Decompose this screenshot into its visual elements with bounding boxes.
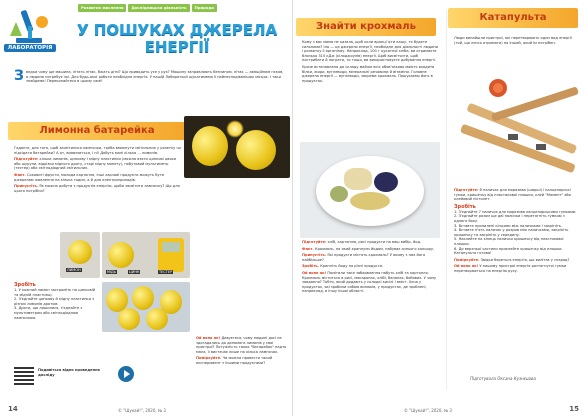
starch-wow-text: Помітили таке забарвлення набуть хліб та картопля. Крохмаль міститься в рисі, макаронах, хлібі, бананах, бобових. У чому завдання? Тобто, який додають у солодкі кисілі і вміст. Хоча у продуктах, які зробили собою вилюків, у продуктах, де зроблені, наприклад, в іншу іншої області. [302,270,437,294]
page-title: У ПОШУКАХ ДЖЕРЕЛА ЕНЕРГІЇ [76,21,278,56]
catapult-intro: Люди винайшли пристрої, які перетворюють один вид енергії (той, що легко отримати) на інший, який їм потрібен. [454,36,573,45]
step-3: 3. Дроти, що лишилися, з'єднайте з мультиметром або світлодіодною лампочкою. [14,306,83,320]
starch-p1: Кому з вас мама не казала, щоб коли вранці їсти кашу, то будете сильними? Іна — це джерело енергії, необхідне для діяльності людини і розвитку її організму. Наприклад, 100 г цукатної хліба, ви отримаєте близько 315 кДж (кілоджоулів) енергії. Щоб висвітчити, щоб пострибати й пограти, то тощо, ви використовуєте добування енергії. [302,40,439,63]
left-page-number: 14 [8,405,18,413]
lemon-row-photo [102,282,190,332]
starch-prepare-label: Підготуйте: [302,240,327,244]
guess-label: Припустіть. [14,184,39,189]
chip-nature: Природа [192,4,218,12]
qr-code[interactable] [14,365,34,385]
starch-fact-label: Факт. [302,246,314,251]
guess-text: Як можна добути з продуктів енергію, щоби засвітити лампочку? Що для цього потрібно? [14,184,180,193]
label-lemon: ЛИМОН [67,268,81,272]
tester-photo [102,232,190,278]
qr-caption: Подивіться відео проведення досліду [38,368,100,377]
starch-p2: Уряче встановлено до складу майже всіх обов'язково мають входити білки, жири, вуглеводи, мінеральні речовини й вітаміни. Головне джерело енергії — вуглеводи, зокрема крохмаль. Пошукаємо його в продуктах. [302,64,435,83]
left-footer: © "Шукай!", 2020, № 3 [118,408,166,413]
starch-instructions [302,240,440,294]
cat-step-1: 1. З'єднайте 7 паличок для морозива канцелярськими гумками. [454,209,577,214]
label-copper: МІДЬ [107,270,117,274]
starch-fact-text: Крохмаль, на який крапнули йодом, набуває синього кольору. [315,246,435,251]
starch-do-label: Зробіть. [302,264,320,269]
cat-wow-text: У нашому пристрої енергія розтягнутої гумки перетворюється на енергію руху. [454,264,567,273]
cat-prepare-label: Підготуйте: [454,188,479,192]
label-zinc: ЦИНК [129,270,140,274]
cat-step-3: 3. Вставте пропилені кінцями між паличками і закріпіть. [454,223,563,228]
lemon-single-photo [60,232,100,278]
intro-body: ведки чому ще машина, літать літак, бжать діти? Що приводить усе у рух? Машину заправляють бензином, літак — авіаційним газом, а людина потребує їжі. Для будь-якої роботи необхідна енергія. У нашій Лабораторії шукатимемо її найнесподіваніших місцях. І таки знайдемо! Переконайтеся в цьому самі! [25,70,284,84]
starch-prepare-text: хліб, картоплю, рисі продукти на ваш вибір, йод. [327,240,422,244]
starch-do-text: Крапніть йоду на різні продукти. [320,264,384,269]
lemon-section-title: Лимонна батарейка [8,122,186,140]
lemon-instructions [14,146,182,195]
starch-guess-text: Які продукти містять крохмаль? У якому з них його найбільше? [302,253,426,262]
cat-think-label: Поміркуйте. [454,257,480,262]
author-signature: Підготувала Оксана Кузнєцова [470,376,536,381]
right-page-number: 15 [569,405,579,413]
lab-logo [4,8,56,58]
starch-intro [302,40,440,83]
fact-text: Соковиті фрукти, молода картопля, інші харчові продукти можуть бути джерелом живлення на кілька годин, а й для електроприладів. [14,172,165,182]
wow-text: Дивуєтеся, чому людині досі не здогадались до допомоги лимонів у свої пристрої? Потужність таких "батарейок" надто мала, її вистачає лише на кілька лампочок. [196,336,287,354]
cat-prepare-text: 8 паличок для морозива (ширші) і канцелярські гумки, кришечку від пластикової пляшки, клей "Момент" або клейовий пістолет. [454,188,571,202]
catapult-section-title: Катапульта [448,8,578,28]
fact-block [14,173,182,182]
prepare-text: кілька лимонів, цинкову і мідну пластинки (можна взяти цинкові цвяхи або шурупи, відрізки мідного дроту, старі мідну монету), побутовий мультиметр (тестер) або світлодіодний світильник. [14,157,176,171]
right-footer: © "Шукай!", 2020, № 3 [404,408,452,413]
catapult-instructions [454,188,578,274]
think-text: Чи можна провести такий експеримент з іншими продуктами? [196,356,273,365]
intro-text [14,70,284,84]
lemon-wow [196,336,288,366]
cat-think-text: Звідки береться енергія, що вилітає у снаряд? [480,257,570,262]
lemon-intro: Гадаєте, для того, щоб засвітилися лампочки, треба вмикнути світильник у розетку чи підсідати батарейки? А от, виявляється, і ні! Добуть малі кілька ... лимонів. [14,146,181,155]
step-1: 1. У кожний лимон застроміть по цинковій та мідній пластинці. [14,288,96,297]
guess-block [14,184,182,193]
starch-section-title: Знайти крохмаль [296,18,436,36]
catapult-photo [450,66,584,186]
starch-photo [300,142,440,238]
label-tester: ТЕСТЕР [159,270,173,274]
lemon-battery-photo [184,116,290,178]
chip-thinking: Розвиток мислення [78,4,126,12]
category-chips [78,4,217,12]
chip-research: Дослідницька діяльність [128,4,189,12]
starch-guess-label: Припустіть. [302,253,327,258]
prepare-block [14,157,182,171]
cat-step-5: 5. Наклейте на кінець палички кришечку від пластикової пляшки. [454,237,564,246]
prepare-label: Підготуйте: [14,157,39,162]
left-page [0,0,293,416]
think-label: Поміркуйте. [196,356,222,361]
cat-do-label: Зробіть [454,203,476,210]
do-label: Зробіть [14,282,36,288]
do-steps [14,282,100,320]
step-2: 2. З'єднайте цинкову й мідну пластинки з різних лимонів дротом. [14,297,94,306]
wow-label: Ой воно як! [196,336,221,340]
right-page [294,0,587,416]
catapult-illustration [450,66,584,186]
microscope-icon [4,8,56,46]
cat-step-6: 6. До верхньої частини приклейте кришечку від пляшки. Катапульта готова! [454,246,563,256]
starch-wow-label: Ой воно як! [302,270,327,275]
column-divider [446,10,447,390]
cat-step-4: 4. Вставте п'ять паличок у розрив між паличками, закріпіть кришечку та закріпіть у середину. [454,228,569,237]
fact-label: Факт. [14,172,26,177]
play-video-icon[interactable] [118,366,134,382]
cat-step-2: 2. З'єднайте разом ще дві палички і перетягніть гумкою з одного боку. [454,214,565,223]
cat-wow-label: Ой воно як! [454,264,479,269]
lab-logo-label: ЛАБОРАТОРІЯ [4,44,56,52]
dropcap: З [14,68,24,84]
